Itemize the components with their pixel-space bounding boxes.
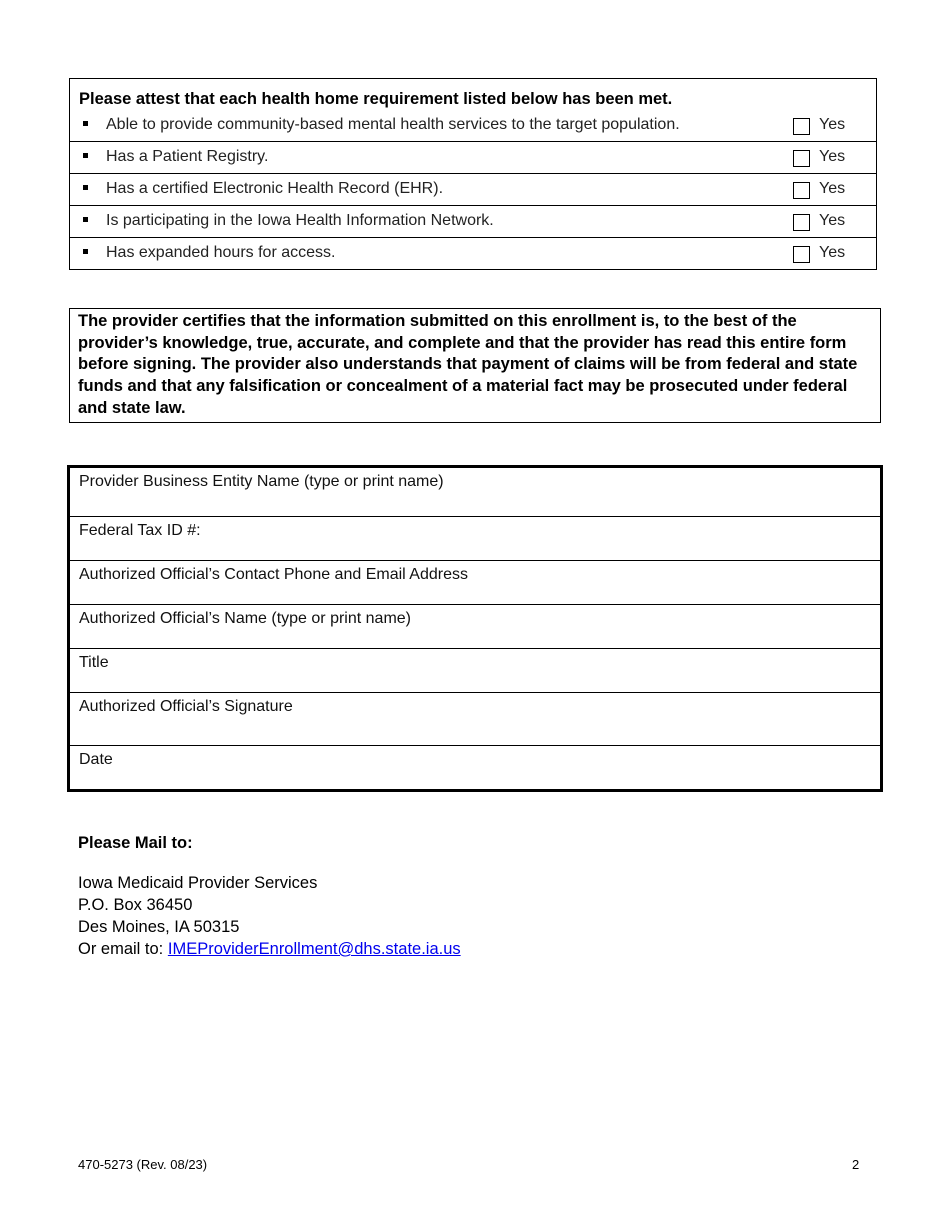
mail-line-1: Iowa Medicaid Provider Services xyxy=(78,874,318,892)
yes-label: Yes xyxy=(819,148,846,165)
mailing-section xyxy=(78,832,461,960)
bullet-icon xyxy=(83,217,88,222)
mail-line-2: P.O. Box 36450 xyxy=(78,896,193,914)
requirement-text: Has a certified Electronic Health Record (EHR). xyxy=(106,180,444,197)
mail-title: Please Mail to: xyxy=(78,834,193,852)
date-field[interactable]: Date xyxy=(70,745,880,789)
certification-statement: The provider certifies that the information submitted on this enrollment is, to the best of the provider’s knowledge, true, accurate, and complete and that the provider has read this entire form before signing. The provider also understands that payment of claims will be from federal and state funds and that any falsification or concealment of a material fact may be prosecuted under federal and state law. xyxy=(69,308,881,423)
business-name-field[interactable]: Provider Business Entity Name (type or print name) xyxy=(79,473,444,490)
requirements-list xyxy=(70,110,876,269)
yes-label: Yes xyxy=(819,116,846,133)
bullet-icon xyxy=(83,153,88,158)
bullet-icon xyxy=(83,249,88,254)
email-prefix: Or email to: xyxy=(78,940,168,958)
yes-label: Yes xyxy=(819,180,846,197)
yes-checkbox[interactable] xyxy=(793,182,810,199)
page-number: 2 xyxy=(852,1157,860,1172)
yes-checkbox[interactable] xyxy=(793,246,810,263)
bullet-icon xyxy=(83,185,88,190)
form-number: 470-5273 (Rev. 08/23) xyxy=(78,1157,208,1172)
requirement-text: Has a Patient Registry. xyxy=(106,148,269,165)
yes-label: Yes xyxy=(819,244,846,261)
mail-line-3: Des Moines, IA 50315 xyxy=(78,918,240,936)
yes-checkbox[interactable] xyxy=(793,214,810,231)
requirement-text: Able to provide community-based mental health services to the target population. xyxy=(106,116,680,133)
email-link[interactable]: IMEProviderEnrollment@dhs.state.ia.us xyxy=(167,940,461,958)
requirement-row xyxy=(70,237,876,269)
bullet-icon xyxy=(83,121,88,126)
email-line xyxy=(78,938,461,960)
signature-field[interactable]: Authorized Official’s Signature xyxy=(70,692,880,745)
yes-label: Yes xyxy=(819,212,846,229)
requirement-row xyxy=(70,110,876,141)
official-name-field[interactable]: Authorized Official’s Name (type or print name) xyxy=(70,604,880,648)
contact-field[interactable]: Authorized Official’s Contact Phone and Email Address xyxy=(70,560,880,604)
yes-checkbox[interactable] xyxy=(793,118,810,135)
yes-checkbox[interactable] xyxy=(793,150,810,167)
attestation-table xyxy=(69,78,877,270)
requirement-row xyxy=(70,173,876,205)
tax-id-field[interactable]: Federal Tax ID #: xyxy=(70,516,880,560)
attestation-heading: Please attest that each health home requirement listed below has been met. xyxy=(79,90,673,108)
title-field[interactable]: Title xyxy=(70,648,880,692)
requirement-text: Has expanded hours for access. xyxy=(106,244,336,261)
requirement-text: Is participating in the Iowa Health Information Network. xyxy=(106,212,494,229)
requirement-row xyxy=(70,141,876,173)
signature-block xyxy=(67,465,883,792)
requirement-row xyxy=(70,205,876,237)
